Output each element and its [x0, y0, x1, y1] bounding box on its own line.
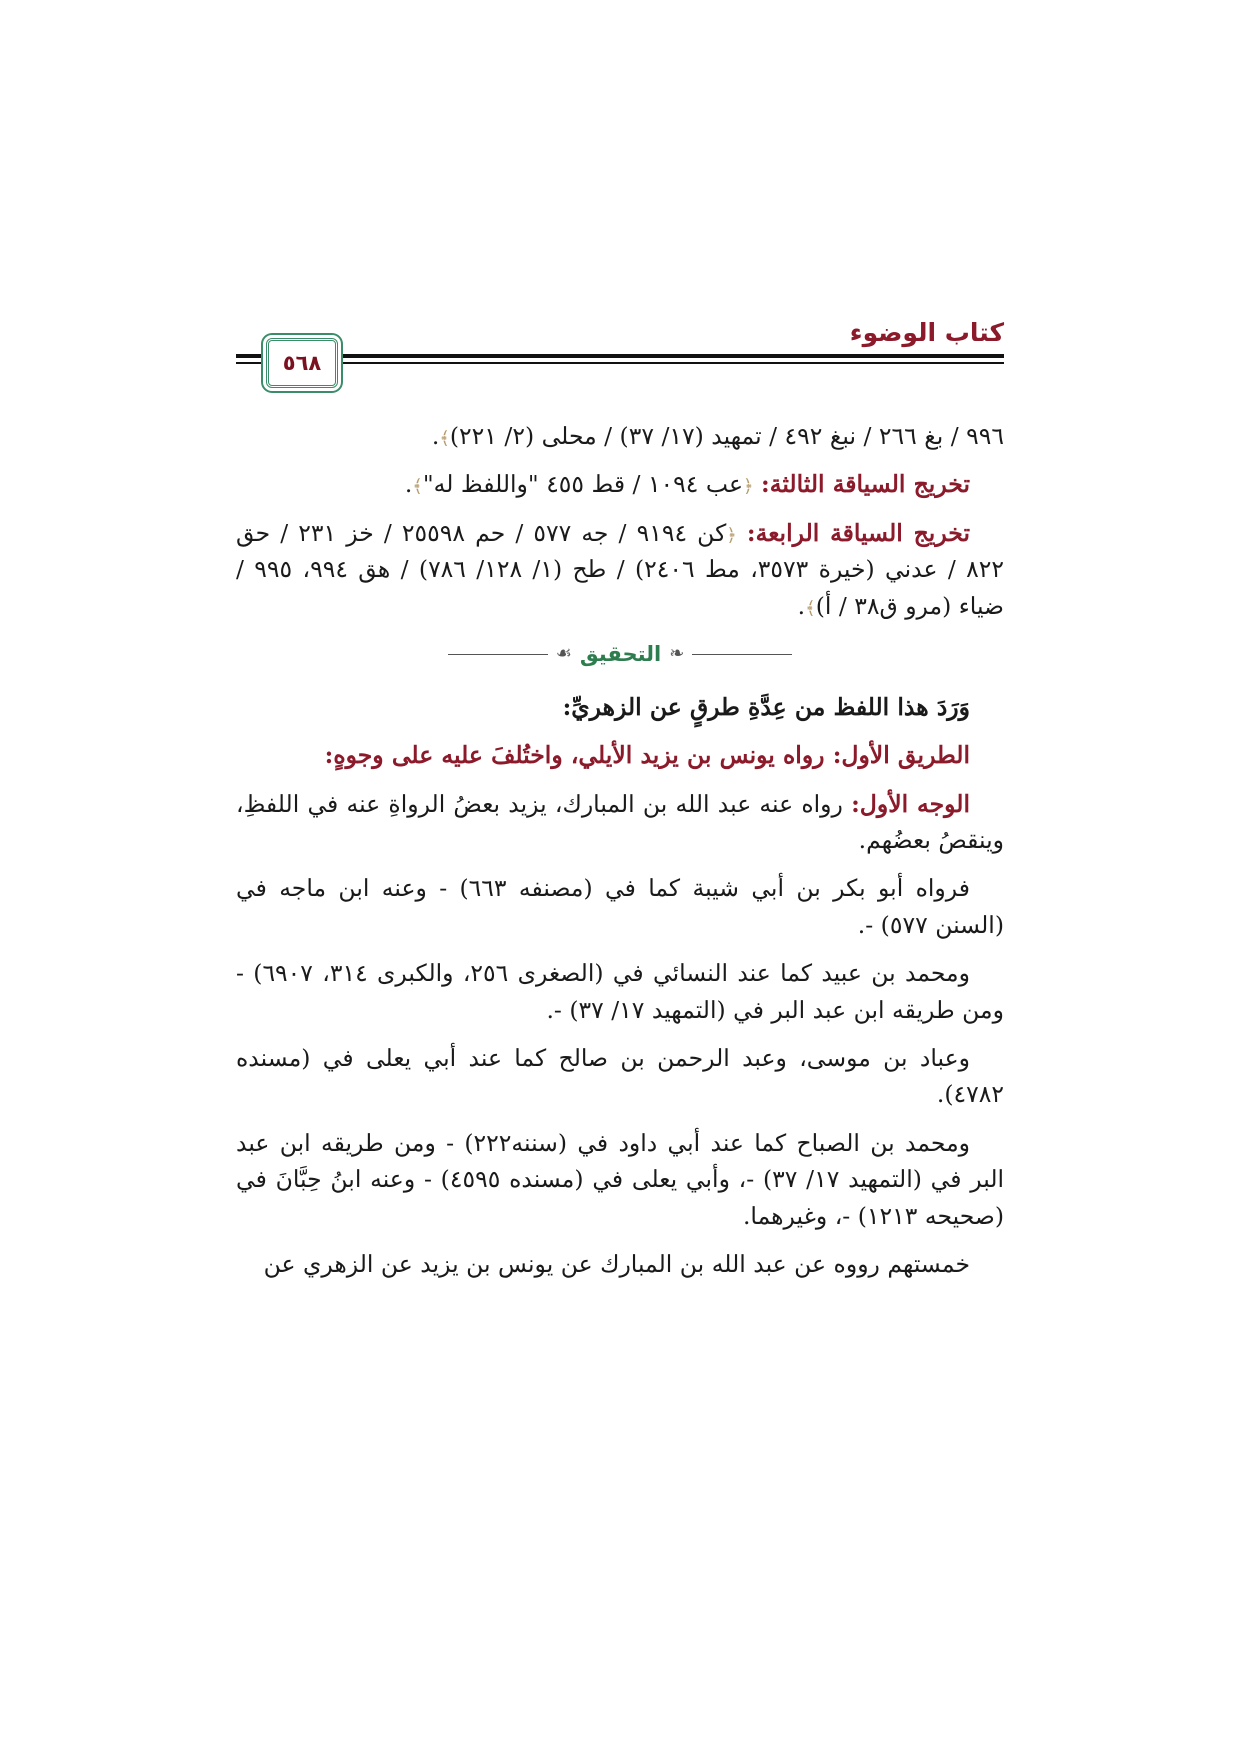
paragraph: ومحمد بن عبيد كما عند النسائي في (الصغرى ٢٥٦، والكبرى ٣١٤، ٦٩٠٧) - ومن طريقه ابن عبد البر في (التمهيد ١٧/ ٣٧) -. [236, 959, 1004, 1024]
bracket-ornament-icon: ﴿ [726, 524, 737, 546]
header-rule-thick [236, 354, 1004, 358]
takhrij-continuation-text: ٩٩٦ / بغ ٢٦٦ / نبغ ٤٩٢ / تمهيد (١٧/ ٣٧) / محلى (٢/ ٢٢١) [449, 422, 1004, 450]
divider-line [692, 654, 792, 655]
bracket-ornament-icon: ﴾ [412, 476, 423, 498]
takhrij-third-text: عب ١٠٩٤ / قط ٤٥٥ "واللفظ له" [422, 470, 744, 499]
page-number-badge [266, 338, 338, 388]
takhrij-continuation: ٩٩٦ / بغ ٢٦٦ / نبغ ٤٩٢ / تمهيد (١٧/ ٣٧) / محلى (٢/ ٢٢١)﴾. [431, 422, 1004, 450]
divider-line [448, 654, 548, 655]
page-header [236, 318, 1004, 398]
section-title: التحقيق [579, 642, 662, 667]
paragraph: وعباد بن موسى، وعبد الرحمن بن صالح كما عند أبي يعلى في (مسنده ٤٧٨٢). [236, 1044, 1004, 1109]
bracket-ornament-icon: ﴾ [805, 597, 816, 619]
bracket-ornament-icon: ﴿ [743, 476, 754, 498]
aspect-one [236, 786, 1004, 859]
page-number: ٥٦٨ [282, 351, 322, 375]
takhrij-fourth-label: تخريج السياقة الرابعة: [746, 518, 971, 547]
flourish-icon: ☙ [555, 643, 572, 665]
takhrij-third-label: تخريج السياقة الثالثة: [761, 470, 970, 499]
paragraph: خمستهم رووه عن عبد الله بن المبارك عن يونس بن يزيد عن الزهري عن [263, 1250, 970, 1279]
paragraph: فرواه أبو بكر بن أبي شيبة كما في (مصنفه ٦٦٣) - وعنه ابن ماجه في (السنن ٥٧٧) -. [236, 874, 1004, 939]
intro-line: وَرَدَ هذا اللفظ من عِدَّةِ طرقٍ عن الزهريِّ: [562, 692, 970, 721]
flourish-icon: ❧ [669, 643, 685, 665]
section-divider [236, 638, 1004, 671]
aspect-one-text: رواه عنه عبد الله بن المبارك، يزيد بعضُ الرواةِ عنه في اللفظِ، وينقصُ بعضُهم. [236, 789, 1004, 854]
bracket-ornament-icon: ﴾ [439, 428, 450, 449]
route-one-heading: الطريق الأول: رواه يونس بن يزيد الأيلي، واختُلفَ عليه على وجوهٍ: [324, 741, 970, 770]
aspect-one-label: الوجه الأول: [851, 789, 970, 818]
page-content [236, 418, 1004, 1295]
takhrij-fourth: تخريج السياقة الرابعة: ﴿كن ٩١٩٤ / جه ٥٧٧ / حم ٢٥٥٩٨ / خز ٢٣١ / حق ٨٢٢ / عدني (خيرة ٣٥٧٣، مط ٢٤٠٦) / طح (١/ ١٢٨/ ٧٨٦) / هق ٩٩٤، ٩٩٥ / ضياء (مرو ق٣٨ / أ)﴾. [236, 518, 1005, 620]
header-rule-thin [236, 362, 1004, 364]
book-title: كتاب الوضوء [849, 318, 1004, 347]
takhrij-fourth-text: كن ٩١٩٤ / جه ٥٧٧ / حم ٢٥٥٩٨ / خز ٢٣١ / حق ٨٢٢ / عدني (خيرة ٣٥٧٣، مط ٢٤٠٦) / طح (١/ ١٢٨/ ٧٨٦) / هق ٩٩٤، ٩٩٥ / ضياء (مرو ق٣٨ / أ) [236, 518, 1005, 620]
takhrij-third: تخريج السياقة الثالثة: ﴿عب ١٠٩٤ / قط ٤٥٥ "واللفظ له"﴾. [404, 470, 970, 499]
paragraph: ومحمد بن الصباح كما عند أبي داود في (سننه٢٢٢) - ومن طريقه ابن عبد البر في (التمهيد ١٧/ ٣٧) -، وأبي يعلى في (مسنده ٤٥٩٥) - وعنه ابنُ حِبَّانَ في (صحيحه ١٢١٣) -، وغيرهما. [236, 1128, 1005, 1230]
